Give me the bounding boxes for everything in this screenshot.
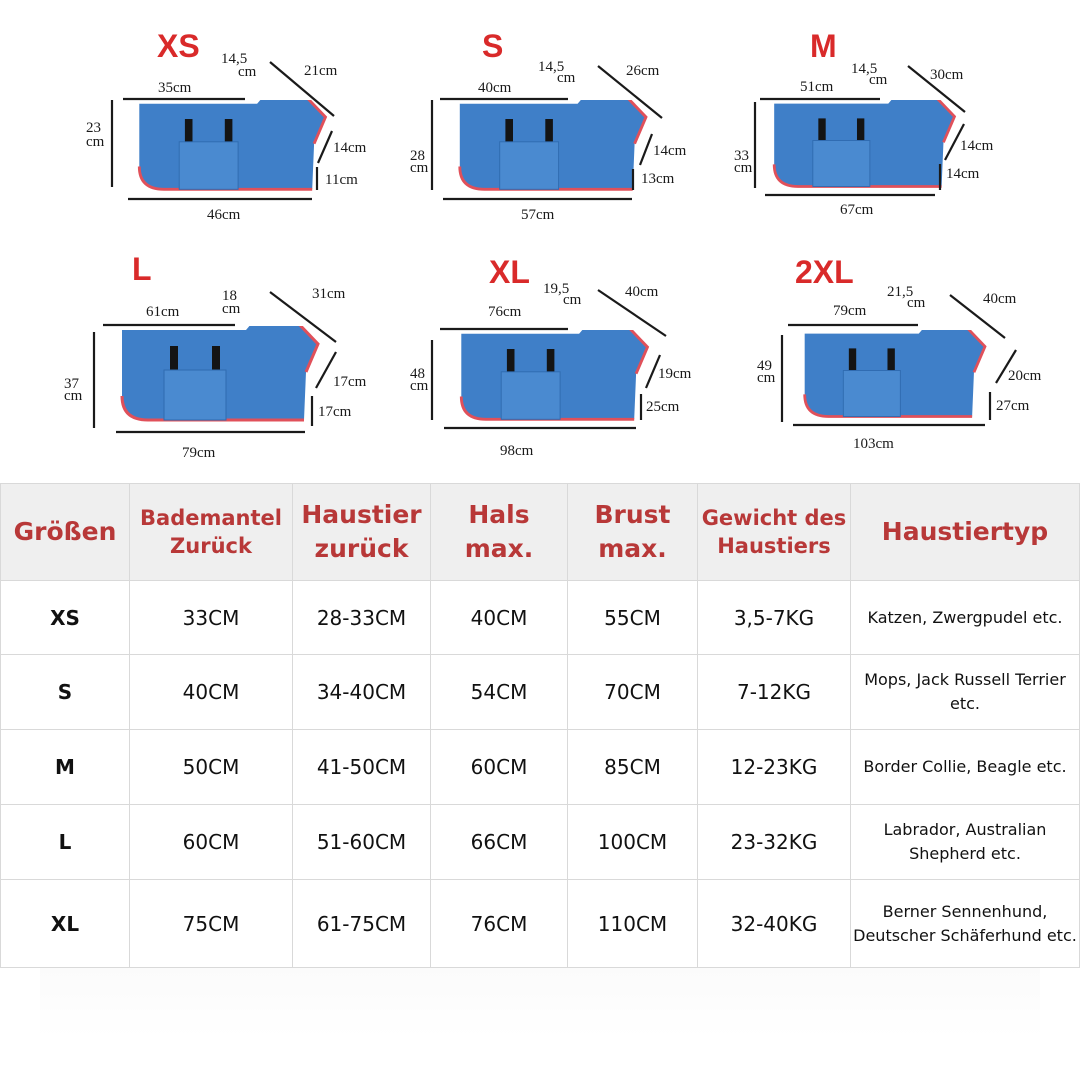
size-label: XS <box>157 28 200 64</box>
height-unit: cm <box>86 134 105 150</box>
pet-type-cell: Mops, Jack Russell Terrier etc. <box>851 655 1080 730</box>
belly-label: 25cm <box>646 399 680 415</box>
bottom-length-label: 98cm <box>500 443 534 459</box>
header-cell-bademantel-zurueck: Bademantel Zurück <box>130 484 293 581</box>
neck-cell: 60CM <box>431 730 568 805</box>
chest-cell: 110CM <box>568 880 698 968</box>
table-row <box>1 805 1080 880</box>
coat-back-cell: 50CM <box>130 730 293 805</box>
belly-label: 11cm <box>325 172 358 188</box>
height-label: 23 <box>86 120 101 136</box>
neck-width-label: 18 <box>222 288 237 304</box>
header-cell-hals-max: Hals max. <box>431 484 568 581</box>
coat-back-cell: 75CM <box>130 880 293 968</box>
height-unit: cm <box>757 370 776 386</box>
chest-cell: 100CM <box>568 805 698 880</box>
height-label: 37 <box>64 376 79 392</box>
size-label: M <box>810 28 837 64</box>
pet-type-cell: Labrador, Australian Shepherd etc. <box>851 805 1080 880</box>
neck-width-unit: cm <box>907 295 926 311</box>
neck-length-label: 21cm <box>304 63 338 79</box>
header-cell-gewicht: Gewicht des Haustiers <box>698 484 851 581</box>
coat-diagrams-svg <box>0 0 1080 480</box>
header-cell-haustier-zurueck: Haustier zurück <box>293 484 431 581</box>
weight-cell: 7-12KG <box>698 655 851 730</box>
size-cell: XL <box>1 880 130 968</box>
height-label: 48 <box>410 366 425 382</box>
chest-label: 14cm <box>960 138 994 154</box>
footer-shadow <box>40 968 1040 1038</box>
back-length-label: 79cm <box>833 303 867 319</box>
height-unit: cm <box>64 388 83 404</box>
bottom-length-label: 57cm <box>521 207 555 223</box>
chest-label: 14cm <box>333 140 367 156</box>
diagram-s <box>410 28 687 223</box>
table-row <box>1 655 1080 730</box>
size-table <box>0 483 1080 968</box>
pet-type-cell: Katzen, Zwergpudel etc. <box>851 581 1080 655</box>
pet-type-cell: Border Collie, Beagle etc. <box>851 730 1080 805</box>
chest-label: 14cm <box>653 143 687 159</box>
chest-cell: 70CM <box>568 655 698 730</box>
table-row <box>1 581 1080 655</box>
size-label: S <box>482 28 504 64</box>
chest-cell: 55CM <box>568 581 698 655</box>
height-unit: cm <box>410 378 429 394</box>
neck-cell: 54CM <box>431 655 568 730</box>
diagram-xs <box>86 28 367 223</box>
weight-cell: 3,5-7KG <box>698 581 851 655</box>
back-length-label: 76cm <box>488 304 522 320</box>
bottom-length-label: 46cm <box>207 207 241 223</box>
bottom-length-label: 67cm <box>840 202 874 218</box>
belly-label: 27cm <box>996 398 1030 414</box>
back-length-label: 51cm <box>800 79 834 95</box>
diagram-l <box>64 251 367 461</box>
back-length-label: 35cm <box>158 80 192 96</box>
neck-width-unit: cm <box>563 292 582 308</box>
weight-cell: 23-32KG <box>698 805 851 880</box>
header-cell-groessen: Größen <box>1 484 130 581</box>
size-label: 2XL <box>795 254 854 290</box>
coat-back-cell: 33CM <box>130 581 293 655</box>
size-label: XL <box>489 254 530 290</box>
header-cell-brust-max: Brust max. <box>568 484 698 581</box>
coat-back-cell: 40CM <box>130 655 293 730</box>
neck-width-unit: cm <box>222 301 241 317</box>
neck-width-unit: cm <box>238 64 257 80</box>
belly-label: 13cm <box>641 171 675 187</box>
table-row <box>1 730 1080 805</box>
neck-length-label: 40cm <box>983 291 1017 307</box>
neck-width-label: 14,5 <box>221 51 248 67</box>
neck-length-label: 40cm <box>625 284 659 300</box>
bottom-length-label: 79cm <box>182 445 216 461</box>
neck-width-unit: cm <box>869 72 888 88</box>
pet-back-cell: 28-33CM <box>293 581 431 655</box>
belly-label: 14cm <box>946 166 980 182</box>
size-cell: L <box>1 805 130 880</box>
size-cell: M <box>1 730 130 805</box>
neck-width-label: 14,5 <box>851 61 878 77</box>
chest-label: 17cm <box>333 374 367 390</box>
back-length-label: 61cm <box>146 304 180 320</box>
height-unit: cm <box>410 160 429 176</box>
chest-cell: 85CM <box>568 730 698 805</box>
table-row <box>1 880 1080 968</box>
neck-width-unit: cm <box>557 70 576 86</box>
height-label: 49 <box>757 358 772 374</box>
neck-length-label: 26cm <box>626 63 660 79</box>
header-cell-haustiertyp: Haustiertyp <box>851 484 1080 581</box>
back-length-label: 40cm <box>478 80 512 96</box>
neck-width-label: 19,5 <box>543 281 570 297</box>
belly-label: 17cm <box>318 404 352 420</box>
diagram-xl <box>410 254 692 459</box>
height-label: 33 <box>734 148 749 164</box>
table-header-row <box>1 484 1080 581</box>
neck-length-label: 30cm <box>930 67 964 83</box>
neck-width-label: 14,5 <box>538 59 565 75</box>
size-label: L <box>132 251 152 287</box>
neck-cell: 76CM <box>431 880 568 968</box>
diagram-2xl <box>757 254 1042 452</box>
neck-cell: 66CM <box>431 805 568 880</box>
height-unit: cm <box>734 160 753 176</box>
weight-cell: 32-40KG <box>698 880 851 968</box>
height-label: 28 <box>410 148 425 164</box>
coat-diagrams <box>0 0 1080 480</box>
neck-cell: 40CM <box>431 581 568 655</box>
neck-length-label: 31cm <box>312 286 346 302</box>
chest-label: 20cm <box>1008 368 1042 384</box>
neck-width-label: 21,5 <box>887 284 914 300</box>
weight-cell: 12-23KG <box>698 730 851 805</box>
pet-back-cell: 61-75CM <box>293 880 431 968</box>
pet-back-cell: 51-60CM <box>293 805 431 880</box>
pet-type-cell: Berner Sennenhund, Deutscher Schäferhund etc. <box>851 880 1080 968</box>
chest-label: 19cm <box>658 366 692 382</box>
bottom-length-label: 103cm <box>853 436 894 452</box>
pet-back-cell: 34-40CM <box>293 655 431 730</box>
size-cell: S <box>1 655 130 730</box>
diagram-m <box>734 28 994 218</box>
coat-back-cell: 60CM <box>130 805 293 880</box>
pet-back-cell: 41-50CM <box>293 730 431 805</box>
size-cell: XS <box>1 581 130 655</box>
